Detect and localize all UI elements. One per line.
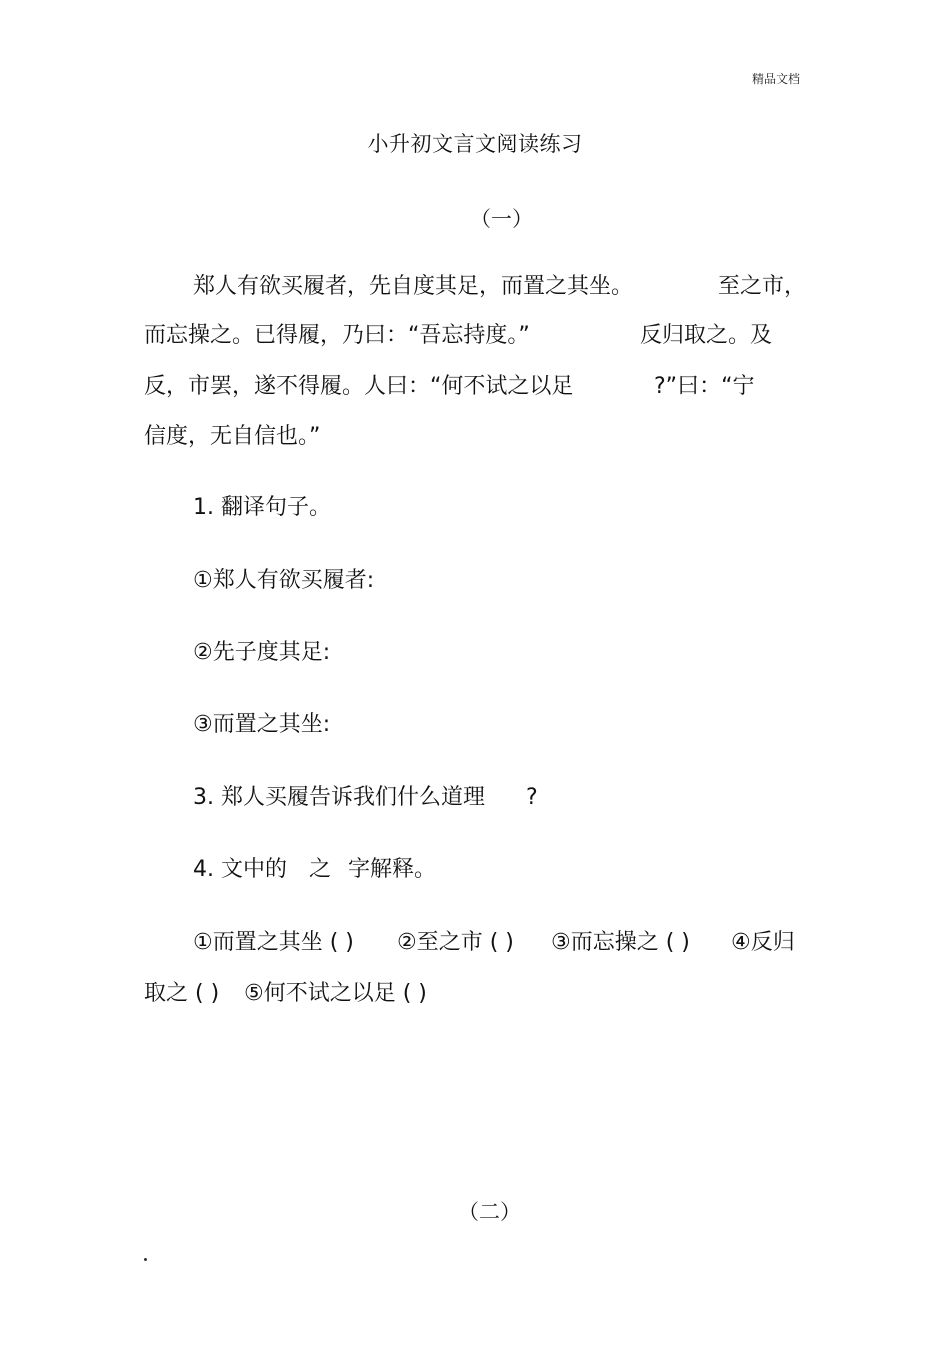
question-4-option-5: ⑤何不试之以足 ( ) [244,981,427,1006]
question-1-item-2: ②先子度其足: [193,640,331,665]
passage-line-2b: 反归取之。及 [640,323,773,348]
passage-line-2a: 而忘操之。已得履，乃曰：“吾忘持度。” [144,323,530,348]
question-4-rest: 字解释。 [348,857,437,882]
passage-line-4: 信度，无自信也。” [144,424,321,449]
question-4-option-4: ④反归 [731,930,795,955]
section-one-label: （一） [470,207,533,231]
page-dot-marker [144,1258,147,1261]
question-4-option-2: ②至之市 ( ) [397,930,514,955]
question-3: 3. 郑人买履告诉我们什么道理 [193,785,485,810]
passage-line-1a: 郑人有欲买履者，先自度其足，而置之其坐。 [193,274,634,299]
question-4: 4. 文中的 [193,857,287,882]
question-1-item-3: ③而置之其坐: [193,712,331,737]
question-3-mark: ? [526,785,538,810]
question-4-option-4-cont: 取之 ( ) [144,981,220,1006]
question-4-keyword: 之 [309,857,332,882]
passage-line-3a: 反，市罢，遂不得履。人曰：“何不试之以足 [144,374,574,399]
page-title: 小升初文言文阅读练习 [367,132,583,156]
passage-line-1b: 至之市， [718,274,807,299]
question-1-item-1: ①郑人有欲买履者: [193,568,375,593]
passage-line-3b: ?”曰：“宁 [654,374,755,399]
question-1: 1. 翻译句子。 [193,495,331,520]
question-4-option-1: ①而置之其坐 ( ) [193,930,354,955]
question-4-option-3: ③而忘操之 ( ) [551,930,690,955]
section-two-label: （二） [458,1200,521,1224]
watermark-text: 精品文档 [752,72,801,86]
